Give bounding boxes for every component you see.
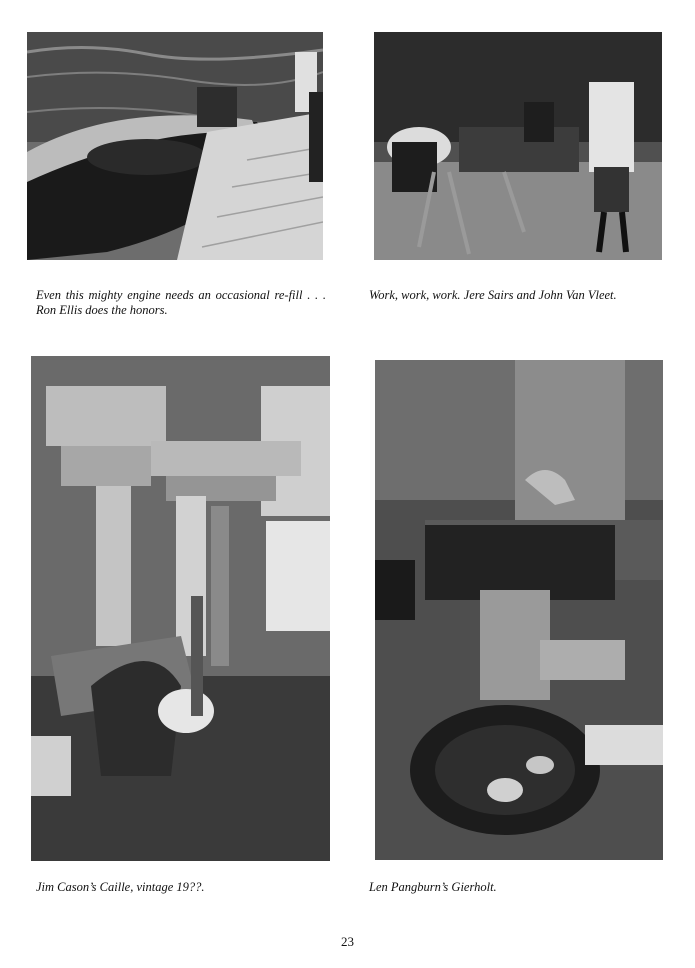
caption-2: Work, work, work. Jere Sairs and John Van Vleet.	[369, 288, 617, 302]
caption-4: Len Pangburn’s Gierholt.	[369, 880, 497, 894]
boat-engine-refill-photo	[27, 32, 323, 260]
caille-outboard-photo	[31, 356, 330, 861]
work-bench-photo	[374, 32, 662, 260]
page-number: 23	[341, 934, 354, 949]
caption-1: Even this mighty engine needs an occasional re-fill . . . Ron Ellis does the honors.	[36, 288, 326, 317]
caption-3: Jim Cason’s Caille, vintage 19??.	[36, 880, 205, 894]
gierholt-engine-photo	[375, 360, 663, 860]
